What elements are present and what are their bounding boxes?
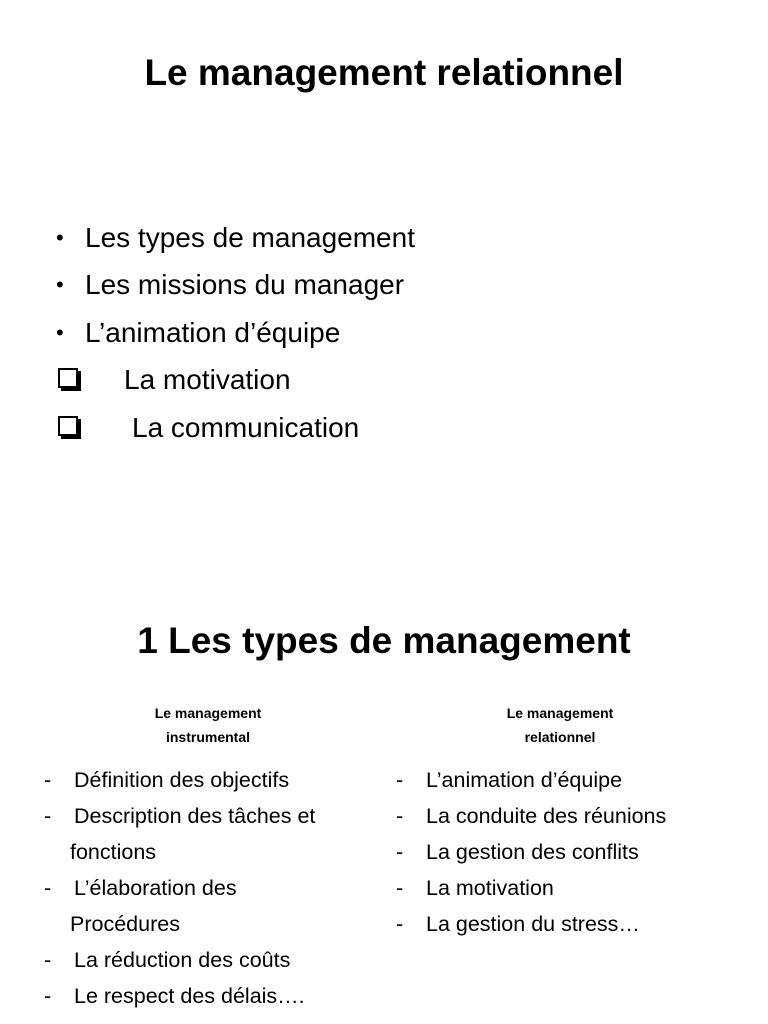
- list-item: - La motivation: [396, 870, 666, 906]
- dash-bullet-icon: -: [44, 804, 52, 828]
- list-item-continuation: fonctions: [70, 840, 157, 864]
- list-item: - La réduction des coûts: [44, 942, 315, 978]
- dash-bullet-icon: -: [44, 948, 52, 972]
- dash-bullet-icon: -: [44, 768, 52, 792]
- dash-bullet-icon: -: [396, 876, 404, 900]
- list-item: - Définition des objectifs: [44, 762, 315, 798]
- list-item-continuation: Procédures: [70, 912, 180, 936]
- list-item: - Description des tâches et: [44, 798, 315, 834]
- agenda-list: [56, 214, 415, 452]
- checkbox-bullet-icon: [58, 368, 78, 388]
- list-item: - La gestion des conflits: [396, 834, 666, 870]
- slide-title: 1 Les types de management: [137, 620, 631, 661]
- column-heading: Le management relationnel: [506, 705, 614, 745]
- dash-bullet-icon: -: [396, 804, 404, 828]
- dash-bullet-icon: -: [44, 876, 52, 900]
- dash-bullet-icon: -: [396, 912, 404, 936]
- slide-title: Le management relationnel: [144, 52, 624, 93]
- bullet-dot-icon: •: [56, 319, 64, 345]
- list-item: - Le respect des délais….: [44, 978, 315, 1014]
- bullet-dot-icon: •: [56, 272, 64, 298]
- agenda-sub-item: La communication: [56, 404, 415, 452]
- relationnel-list: [396, 762, 666, 942]
- agenda-item: • Les missions du manager: [56, 262, 415, 310]
- dash-bullet-icon: -: [396, 840, 404, 864]
- bullet-dot-icon: •: [56, 224, 64, 250]
- agenda-item: • Les types de management: [56, 214, 415, 262]
- dash-bullet-icon: -: [44, 984, 52, 1008]
- list-item: - L’animation d’équipe: [396, 762, 666, 798]
- list-item: - L’élaboration des: [44, 870, 315, 906]
- slide-2: [0, 592, 768, 1024]
- checkbox-bullet-icon: [58, 416, 78, 436]
- instrumental-list: [44, 762, 315, 1014]
- agenda-sub-item: La motivation: [56, 357, 415, 405]
- dash-bullet-icon: -: [396, 768, 404, 792]
- list-item: - La conduite des réunions: [396, 798, 666, 834]
- column-heading: Le management instrumental: [154, 705, 262, 745]
- list-item: - La gestion du stress…: [396, 906, 666, 942]
- agenda-item: • L’animation d’équipe: [56, 309, 415, 357]
